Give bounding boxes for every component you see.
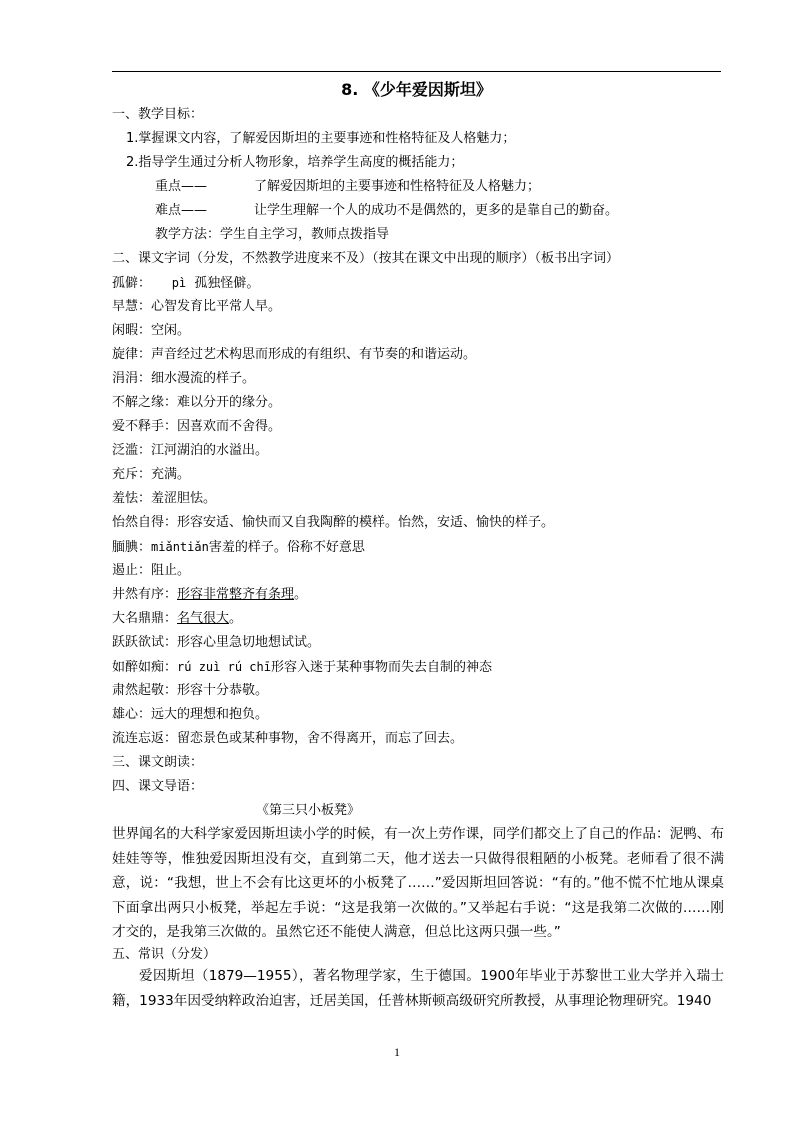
- vocab-item: [112, 298, 281, 316]
- vocab-item: [112, 634, 320, 652]
- vocab-def: 空闲。: [151, 323, 191, 338]
- section1-heading: 一、教学目标：: [112, 107, 204, 122]
- vocab-pinyin: miǎntiǎn: [151, 540, 209, 554]
- vocab-term: 肃然起敬：: [112, 683, 178, 698]
- vocab-term: 如醉如痴：: [112, 660, 178, 675]
- vocab-def: 形容心里急切地想试试。: [177, 635, 321, 650]
- vocab-item: [112, 562, 190, 580]
- vocab-term: 不解之缘：: [112, 395, 178, 410]
- vocab-def: 羞涩胆怯。: [151, 491, 217, 506]
- vocab-term: 旋律：: [112, 347, 152, 362]
- vocab-item: [112, 586, 307, 604]
- vocab-term: 遏止：: [112, 563, 152, 578]
- vocab-term: 早慧：: [112, 299, 152, 314]
- vocab-def: 形容非常整齐有条理: [177, 587, 295, 602]
- common-knowledge-paragraph: 爱因斯坦（1879—1955），著名物理学家，生于德国。1900年毕业于苏黎世工业大学并入瑞士籍，1933年因受纳粹政治迫害，迁居美国，任普林斯顿高级研究所教授，从事理论物理研究。1940: [112, 968, 724, 1009]
- vocab-term: 井然有序：: [112, 587, 178, 602]
- page-number: 1: [394, 1045, 400, 1059]
- vocab-item: [112, 514, 554, 532]
- vocab-def: 留恋景色或某种事物，舍不得离开，而忘了回去。: [177, 731, 464, 746]
- vocab-pinyin: pì: [171, 276, 187, 290]
- goal-1: 1.掌握课文内容，了解爱因斯坦的主要事迹和性格特征及人格魅力；: [126, 131, 516, 146]
- key-point-label: 重点——: [155, 179, 208, 194]
- vocab-term: 怡然自得：: [112, 515, 178, 530]
- section2-heading: 二、课文字词（分发，不然教学进度来不及）（按其在课文中出现的顺序）（板书出字词）: [112, 251, 620, 266]
- vocab-item: [112, 682, 268, 700]
- vocab-term: 闲暇：: [112, 323, 152, 338]
- vocab-item: [112, 706, 268, 724]
- vocab-def: 孤独怪僻。: [194, 276, 260, 291]
- section3-heading: 三、课文朗读：: [112, 755, 204, 770]
- vocab-def: 因喜欢而不舍得。: [177, 419, 282, 434]
- vocab-term: 雄心：: [112, 707, 152, 722]
- header-rule: [112, 71, 721, 72]
- vocab-item: [112, 610, 242, 628]
- teaching-method: 教学方法：学生自主学习，教师点拨指导: [155, 227, 390, 242]
- vocab-term: 孤僻：: [112, 276, 152, 291]
- vocab-def: 江河湖泊的水溢出。: [151, 443, 269, 458]
- vocab-item: [112, 730, 463, 748]
- vocab-item: [112, 418, 281, 436]
- difficulty-text: 让学生理解一个人的成功不是偶然的，更多的是靠自己的勤奋。: [254, 203, 619, 218]
- vocab-item: [112, 274, 259, 293]
- vocab-item: [112, 442, 268, 460]
- story-title: 《第三只小板凳》: [256, 803, 361, 818]
- vocab-term: 腼腆：: [112, 540, 152, 555]
- vocab-def: 充满。: [151, 467, 191, 482]
- vocab-def: 名气很大: [177, 611, 230, 626]
- vocab-tail: 。: [294, 587, 308, 602]
- document-title: 8. 《少年爱因斯坦》: [341, 80, 492, 99]
- vocab-item: [112, 538, 365, 557]
- vocab-def: 远大的理想和抱负。: [151, 707, 269, 722]
- goal-2: 2.指导学生通过分析人物形象，培养学生高度的概括能力；: [126, 155, 464, 170]
- vocab-item: [112, 490, 216, 508]
- story-paragraph: 世界闻名的大科学家爱因斯坦读小学的时候，有一次上劳作课，同学们都交上了自己的作品：泥鸭、布娃娃等等，惟独爱因斯坦没有交，直到第二天，他才送去一只做得很粗陋的小板凳。老师看了很不满意，说：“我想，世上不会有比这更坏的小板凳了……”爱因斯坦回答说：“有的。”他不慌不忙地从课桌下面拿出两只小板凳，举起左手说：“这是我第一次做的。”又举起右手说：“这是我第二次做的……刚才交的，是我第三次做的。虽然它还不能使人满意，但总比这两只强一些。”: [112, 826, 724, 940]
- section4-heading: 四、课文导语：: [112, 779, 204, 794]
- vocab-item: [112, 322, 190, 340]
- vocab-def: 细水漫流的样子。: [151, 371, 256, 386]
- vocab-def: 形容安适、愉快而又自我陶醉的模样。怡然，安适、愉快的样子。: [177, 515, 555, 530]
- key-point-text: 了解爱因斯坦的主要事迹和性格特征及人格魅力；: [254, 179, 541, 194]
- vocab-term: 涓涓：: [112, 371, 152, 386]
- vocab-item: [112, 394, 281, 412]
- vocab-item: [112, 658, 492, 677]
- vocab-term: 流连忘返：: [112, 731, 178, 746]
- vocab-term: 爱不释手：: [112, 419, 178, 434]
- vocab-def: 阻止。: [151, 563, 191, 578]
- vocab-item: [112, 370, 255, 388]
- vocab-def: 心智发育比平常人早。: [151, 299, 282, 314]
- vocab-pinyin: rú zuì rú chī: [177, 660, 271, 674]
- vocab-term: 泛滥：: [112, 443, 152, 458]
- vocab-term: 羞怯：: [112, 491, 152, 506]
- vocab-item: [112, 346, 476, 364]
- vocab-term: 大名鼎鼎：: [112, 611, 178, 626]
- section5-heading: 五、常识（分发）: [112, 947, 217, 962]
- vocab-def: 形容入迷于某种事物而失去自制的神态: [270, 660, 492, 675]
- vocab-item: [112, 466, 190, 484]
- vocab-def: 声音经过艺术构思而形成的有组织、有节奏的和谐运动。: [151, 347, 477, 362]
- vocab-term: 充斥：: [112, 467, 152, 482]
- vocab-term: 跃跃欲试：: [112, 635, 178, 650]
- vocab-def: 害羞的样子。俗称不好意思: [208, 540, 365, 555]
- vocab-def: 难以分开的缘分。: [177, 395, 282, 410]
- vocab-tail: 。: [229, 611, 243, 626]
- vocab-def: 形容十分恭敬。: [177, 683, 269, 698]
- difficulty-label: 难点——: [155, 203, 208, 218]
